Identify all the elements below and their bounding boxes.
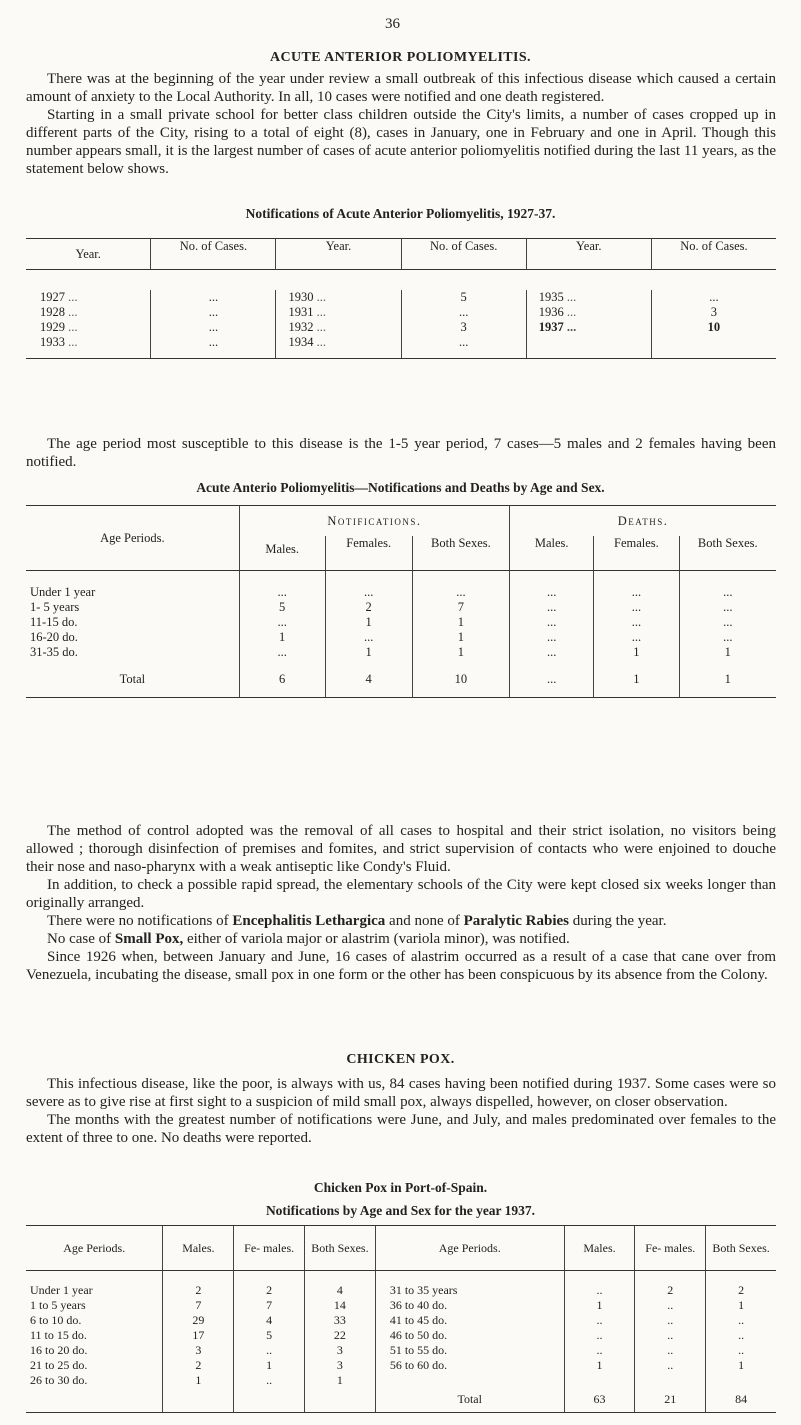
t1-year: 1935 — [538, 289, 564, 304]
t2-total-cell: 4 — [325, 672, 412, 698]
t3-cell: .. — [564, 1343, 635, 1358]
t1-header-year-3: Year. — [526, 239, 651, 270]
t3-age: 36 to 40 do. — [375, 1298, 564, 1313]
t3-header-both-right: Both Sexes. — [706, 1226, 776, 1271]
t2-cell: 1 — [325, 615, 412, 630]
t2-cell: 2 — [325, 600, 412, 615]
t3-total-both: 84 — [706, 1388, 776, 1413]
t3-header-males-right: Males. — [564, 1226, 635, 1271]
t3-age: 26 to 30 do. — [30, 1372, 88, 1387]
t2-row — [26, 600, 776, 615]
t2-cell: ... — [594, 630, 679, 645]
t2-row — [26, 615, 776, 630]
t3-cell: 17 — [163, 1328, 234, 1343]
t1-cases: 5 — [401, 290, 526, 305]
t2-total-cell: 10 — [412, 672, 509, 698]
t3-cell: .. — [564, 1283, 635, 1298]
t2-cell: ... — [510, 585, 594, 600]
t2-row — [26, 630, 776, 645]
t3-cell: 29 — [163, 1313, 234, 1328]
t2-row — [26, 585, 776, 600]
polio-para-8: Since 1926 when, between January and June, 16 cases of alastrim occurred as a result of a case that cane over from Venezuela, incubating the disease, small pox in one form or the other has been conspicuous by its absence from the Colony. — [26, 949, 776, 983]
t2-cell: ... — [679, 585, 776, 600]
t2-cell: ... — [594, 615, 679, 630]
t1-row: 1929 ... ... 1932 ... 3 1937 ... 10 — [26, 320, 776, 335]
t1-cases: ... — [151, 290, 276, 305]
text: either of variola major or alastrim (variola minor), was notified. — [183, 931, 570, 947]
t3-cell: .. — [234, 1343, 305, 1358]
t3-row — [26, 1343, 776, 1358]
t3-total-label: Total — [375, 1388, 564, 1413]
t3-cell: 1 — [163, 1373, 234, 1388]
t3-cell: 1 — [234, 1358, 305, 1373]
t3-cell: 14 — [305, 1298, 376, 1313]
t3-age: 46 to 50 do. — [375, 1328, 564, 1343]
t3-age: 6 to 10 do. — [30, 1312, 82, 1327]
t1-header-cases-2: No. of Cases. — [401, 239, 526, 270]
t1-cases: 3 — [401, 320, 526, 335]
text: There were no notifications of — [47, 913, 233, 929]
t2-cell: ... — [239, 645, 325, 660]
table2-caption: Acute Anterio Poliomyelitis—Notifications and Deaths by Age and Sex. — [196, 480, 605, 495]
t1-header-year-1: Year. — [26, 239, 151, 270]
t3-cell: .. — [635, 1328, 706, 1343]
t2-total-cell: 1 — [679, 672, 776, 698]
t1-cases: ... — [401, 305, 526, 320]
t3-cell: .. — [635, 1313, 706, 1328]
t2-sub-both-deaths: Both Sexes. — [679, 536, 776, 571]
t3-cell: .. — [234, 1373, 305, 1388]
t3-cell: 22 — [305, 1328, 376, 1343]
t2-row — [26, 645, 776, 660]
table1-caption: Notifications of Acute Anterior Poliomyelitis, 1927-37. — [245, 206, 556, 221]
chicken-pox-para-2: The months with the greatest number of notifications were June, and July, and males predominated over females to the extent of three to one. No deaths were reported. — [26, 1112, 776, 1146]
t2-cell: ... — [679, 600, 776, 615]
t2-cell: ... — [510, 600, 594, 615]
page-number: 36 — [385, 16, 400, 32]
t1-year: 1933 — [40, 334, 65, 349]
t3-age: 21 to 25 do. — [30, 1357, 88, 1372]
t3-age: 51 to 55 do. — [375, 1343, 564, 1358]
t3-cell: 3 — [305, 1358, 376, 1373]
t3-row — [26, 1313, 776, 1328]
polio-para-5: In addition, to check a possible rapid spread, the elementary schools of the City were kept closed six weeks longer than originally arranged. — [26, 877, 776, 911]
t2-cell: ... — [510, 645, 594, 660]
t3-cell: 2 — [163, 1283, 234, 1298]
t3-cell: .. — [564, 1313, 635, 1328]
t1-cases: 3 — [651, 305, 776, 320]
t1-row: 1933 ... ... 1934 ... ... — [26, 335, 776, 359]
t2-header-deaths: Deaths. — [510, 506, 776, 537]
chicken-pox-title: CHICKEN POX. — [346, 1052, 455, 1067]
t2-total-label: Total — [26, 672, 239, 698]
t2-cell: ... — [239, 615, 325, 630]
t1-year: 1931 — [288, 304, 314, 319]
table3-caption-1: Chicken Pox in Port-of-Spain. — [313, 1180, 488, 1195]
t2-cell: ... — [594, 600, 679, 615]
t3-header-age-right: Age Periods. — [375, 1226, 564, 1271]
t2-sub-females-deaths: Females. — [594, 536, 679, 571]
table3-caption-2: Notifications by Age and Sex for the year 1937. — [265, 1203, 536, 1218]
t3-cell: .. — [706, 1313, 776, 1328]
t1-header-year-2: Year. — [276, 239, 401, 270]
polio-age-para — [26, 435, 776, 471]
t1-year: 1934 — [288, 334, 314, 349]
t2-cell: 5 — [239, 600, 325, 615]
t2-cell: ... — [412, 585, 509, 600]
t3-cell: 1 — [564, 1358, 635, 1373]
t3-age: 31 to 35 years — [375, 1283, 564, 1298]
t2-sub-males: Males. — [239, 536, 325, 571]
t2-cell: ... — [239, 585, 325, 600]
t2-sub-males-deaths: Males. — [510, 536, 594, 571]
t1-cases: ... — [651, 290, 776, 305]
t1-year: 1927 — [40, 289, 65, 304]
t3-cell: .. — [564, 1328, 635, 1343]
t1-row: 1927 ... ... 1930 ... 5 1935 ... ... — [26, 290, 776, 305]
polio-para-2: Starting in a small private school for better class children outside the City's limits, a number of cases cropped up in different parts of the City, rising to a total of eight (8), cases in January, one in February and one in April. Though this number appears small, it is the largest number of cases of acute anterior poliomyelitis notified during the last 11 years, as the statement below shows. — [26, 107, 776, 177]
t2-cell: 7 — [412, 600, 509, 615]
t1-cases: ... — [151, 320, 276, 335]
t3-header-both-left: Both Sexes. — [305, 1226, 376, 1271]
t3-row — [26, 1283, 776, 1298]
t1-row: 1928 ... ... 1931 ... ... 1936 ... 3 — [26, 305, 776, 320]
polio-title: ACUTE ANTERIOR POLIOMYELITIS. — [270, 50, 531, 65]
t2-cell: 1 — [412, 630, 509, 645]
t2-age: 16-20 do. — [30, 629, 78, 644]
t1-header-cases-3: No. of Cases. — [651, 239, 776, 270]
polio-intro — [26, 70, 776, 178]
t3-header-males-left: Males. — [163, 1226, 234, 1271]
t1-year: 1937 — [538, 319, 564, 334]
t1-year: 1936 — [538, 304, 564, 319]
polio-para-4: The method of control adopted was the removal of all cases to hospital and their strict isolation, no visitors being allowed ; thorough disinfection of premises and fomites, and strict supervision of contacts who were enjoined to douche their nose and naso-pharynx with a weak antiseptic like Condy's Fluid. — [26, 823, 776, 875]
polio-para-1: There was at the beginning of the year under review a small outbreak of this infectious disease which caused a certain amount of anxiety to the Local Authority. In all, 10 cases were notified and one death registered. — [26, 71, 776, 105]
t2-cell: 1 — [239, 630, 325, 645]
t2-cell: ... — [510, 630, 594, 645]
polio-age-sex-table — [26, 505, 776, 698]
t2-total-cell: 1 — [594, 672, 679, 698]
t2-cell: ... — [594, 585, 679, 600]
t2-cell: 1 — [594, 645, 679, 660]
t1-header-cases-1: No. of Cases. — [151, 239, 276, 270]
t2-age: 1- 5 years — [30, 599, 80, 614]
t3-cell: 1 — [706, 1358, 776, 1373]
t3-total-row — [26, 1388, 776, 1413]
t2-cell: ... — [325, 585, 412, 600]
t3-row — [26, 1373, 776, 1388]
t2-age: 31-35 do. — [30, 644, 78, 659]
t3-cell: 3 — [305, 1343, 376, 1358]
polio-control-section — [26, 822, 776, 984]
t3-cell: 2 — [234, 1283, 305, 1298]
t3-cell: .. — [706, 1343, 776, 1358]
t3-row — [26, 1328, 776, 1343]
chicken-pox-para-1: This infectious disease, like the poor, is always with us, 84 cases having been notified during 1937. Some cases were so severe as to give rise at first sight to a suspicion of mild small pox, always dispelled, however, on closer observation. — [26, 1076, 776, 1110]
t1-cases: ... — [151, 335, 276, 359]
chicken-pox-table — [26, 1225, 776, 1413]
t3-row — [26, 1358, 776, 1373]
t3-row — [26, 1298, 776, 1313]
t3-age: Under 1 year — [30, 1282, 93, 1297]
t2-cell: ... — [510, 615, 594, 630]
t3-cell: 4 — [234, 1313, 305, 1328]
t2-total-cell: ... — [510, 672, 594, 698]
disease-name: Small Pox, — [114, 931, 184, 947]
t3-cell: 1 — [305, 1373, 376, 1388]
t2-header-notifications: Notifications. — [239, 506, 509, 537]
t3-age: 41 to 45 do. — [375, 1313, 564, 1328]
t3-total-males: 63 — [564, 1388, 635, 1413]
t1-year: 1928 — [40, 304, 65, 319]
t3-total-females: 21 — [635, 1388, 706, 1413]
t2-cell: 1 — [679, 645, 776, 660]
t1-year: 1929 — [40, 319, 65, 334]
t2-cell: ... — [679, 630, 776, 645]
t1-cases: 10 — [651, 320, 776, 335]
t3-cell: 1 — [706, 1298, 776, 1313]
text: during the year. — [569, 913, 667, 929]
t3-cell: 7 — [163, 1298, 234, 1313]
t2-sub-both: Both Sexes. — [412, 536, 509, 571]
t3-cell: .. — [635, 1298, 706, 1313]
t3-header-age-left: Age Periods. — [26, 1226, 163, 1271]
t2-sub-females: Females. — [325, 536, 412, 571]
t2-age: 11-15 do. — [30, 614, 78, 629]
t3-cell: 2 — [635, 1283, 706, 1298]
polio-para-7 — [26, 930, 776, 948]
t2-cell: ... — [679, 615, 776, 630]
polio-para-6 — [26, 912, 776, 930]
t2-header-age: Age Periods. — [26, 506, 239, 571]
t3-cell: 5 — [234, 1328, 305, 1343]
polio-para-3: The age period most susceptible to this disease is the 1-5 year period, 7 cases—5 males and 2 females having been notified. — [26, 436, 776, 470]
t3-cell: 33 — [305, 1313, 376, 1328]
t2-cell: ... — [325, 630, 412, 645]
t1-cases: ... — [151, 305, 276, 320]
t3-cell: 7 — [234, 1298, 305, 1313]
t3-cell: 2 — [706, 1283, 776, 1298]
text: No case of — [47, 931, 115, 947]
polio-notifications-by-year-table — [26, 238, 776, 359]
t2-total-row — [26, 672, 776, 698]
t3-age: 16 to 20 do. — [30, 1342, 88, 1357]
disease-name: Encephalitis Lethargica — [232, 913, 386, 929]
text: and none of — [385, 913, 464, 929]
t3-cell: .. — [635, 1343, 706, 1358]
t3-header-females-left: Fe- males. — [234, 1226, 305, 1271]
t2-total-cell: 6 — [239, 672, 325, 698]
disease-name: Paralytic Rabies — [463, 913, 569, 929]
t3-cell: .. — [706, 1328, 776, 1343]
t1-year: 1932 — [288, 319, 314, 334]
t3-header-females-right: Fe- males. — [635, 1226, 706, 1271]
t1-year: 1930 — [288, 289, 314, 304]
t3-cell: 2 — [163, 1358, 234, 1373]
t3-cell: .. — [635, 1358, 706, 1373]
chicken-pox-section — [26, 1075, 776, 1147]
t3-cell: 3 — [163, 1343, 234, 1358]
t3-age: 1 to 5 years — [30, 1297, 86, 1312]
t2-cell: 1 — [412, 615, 509, 630]
t2-cell: 1 — [325, 645, 412, 660]
t3-age: 56 to 60 do. — [375, 1358, 564, 1373]
t3-age: 11 to 15 do. — [30, 1327, 87, 1342]
t2-cell: 1 — [412, 645, 509, 660]
t2-age: Under 1 year — [30, 584, 96, 599]
t3-cell: 4 — [305, 1283, 376, 1298]
t3-cell: 1 — [564, 1298, 635, 1313]
t1-cases: ... — [401, 335, 526, 359]
